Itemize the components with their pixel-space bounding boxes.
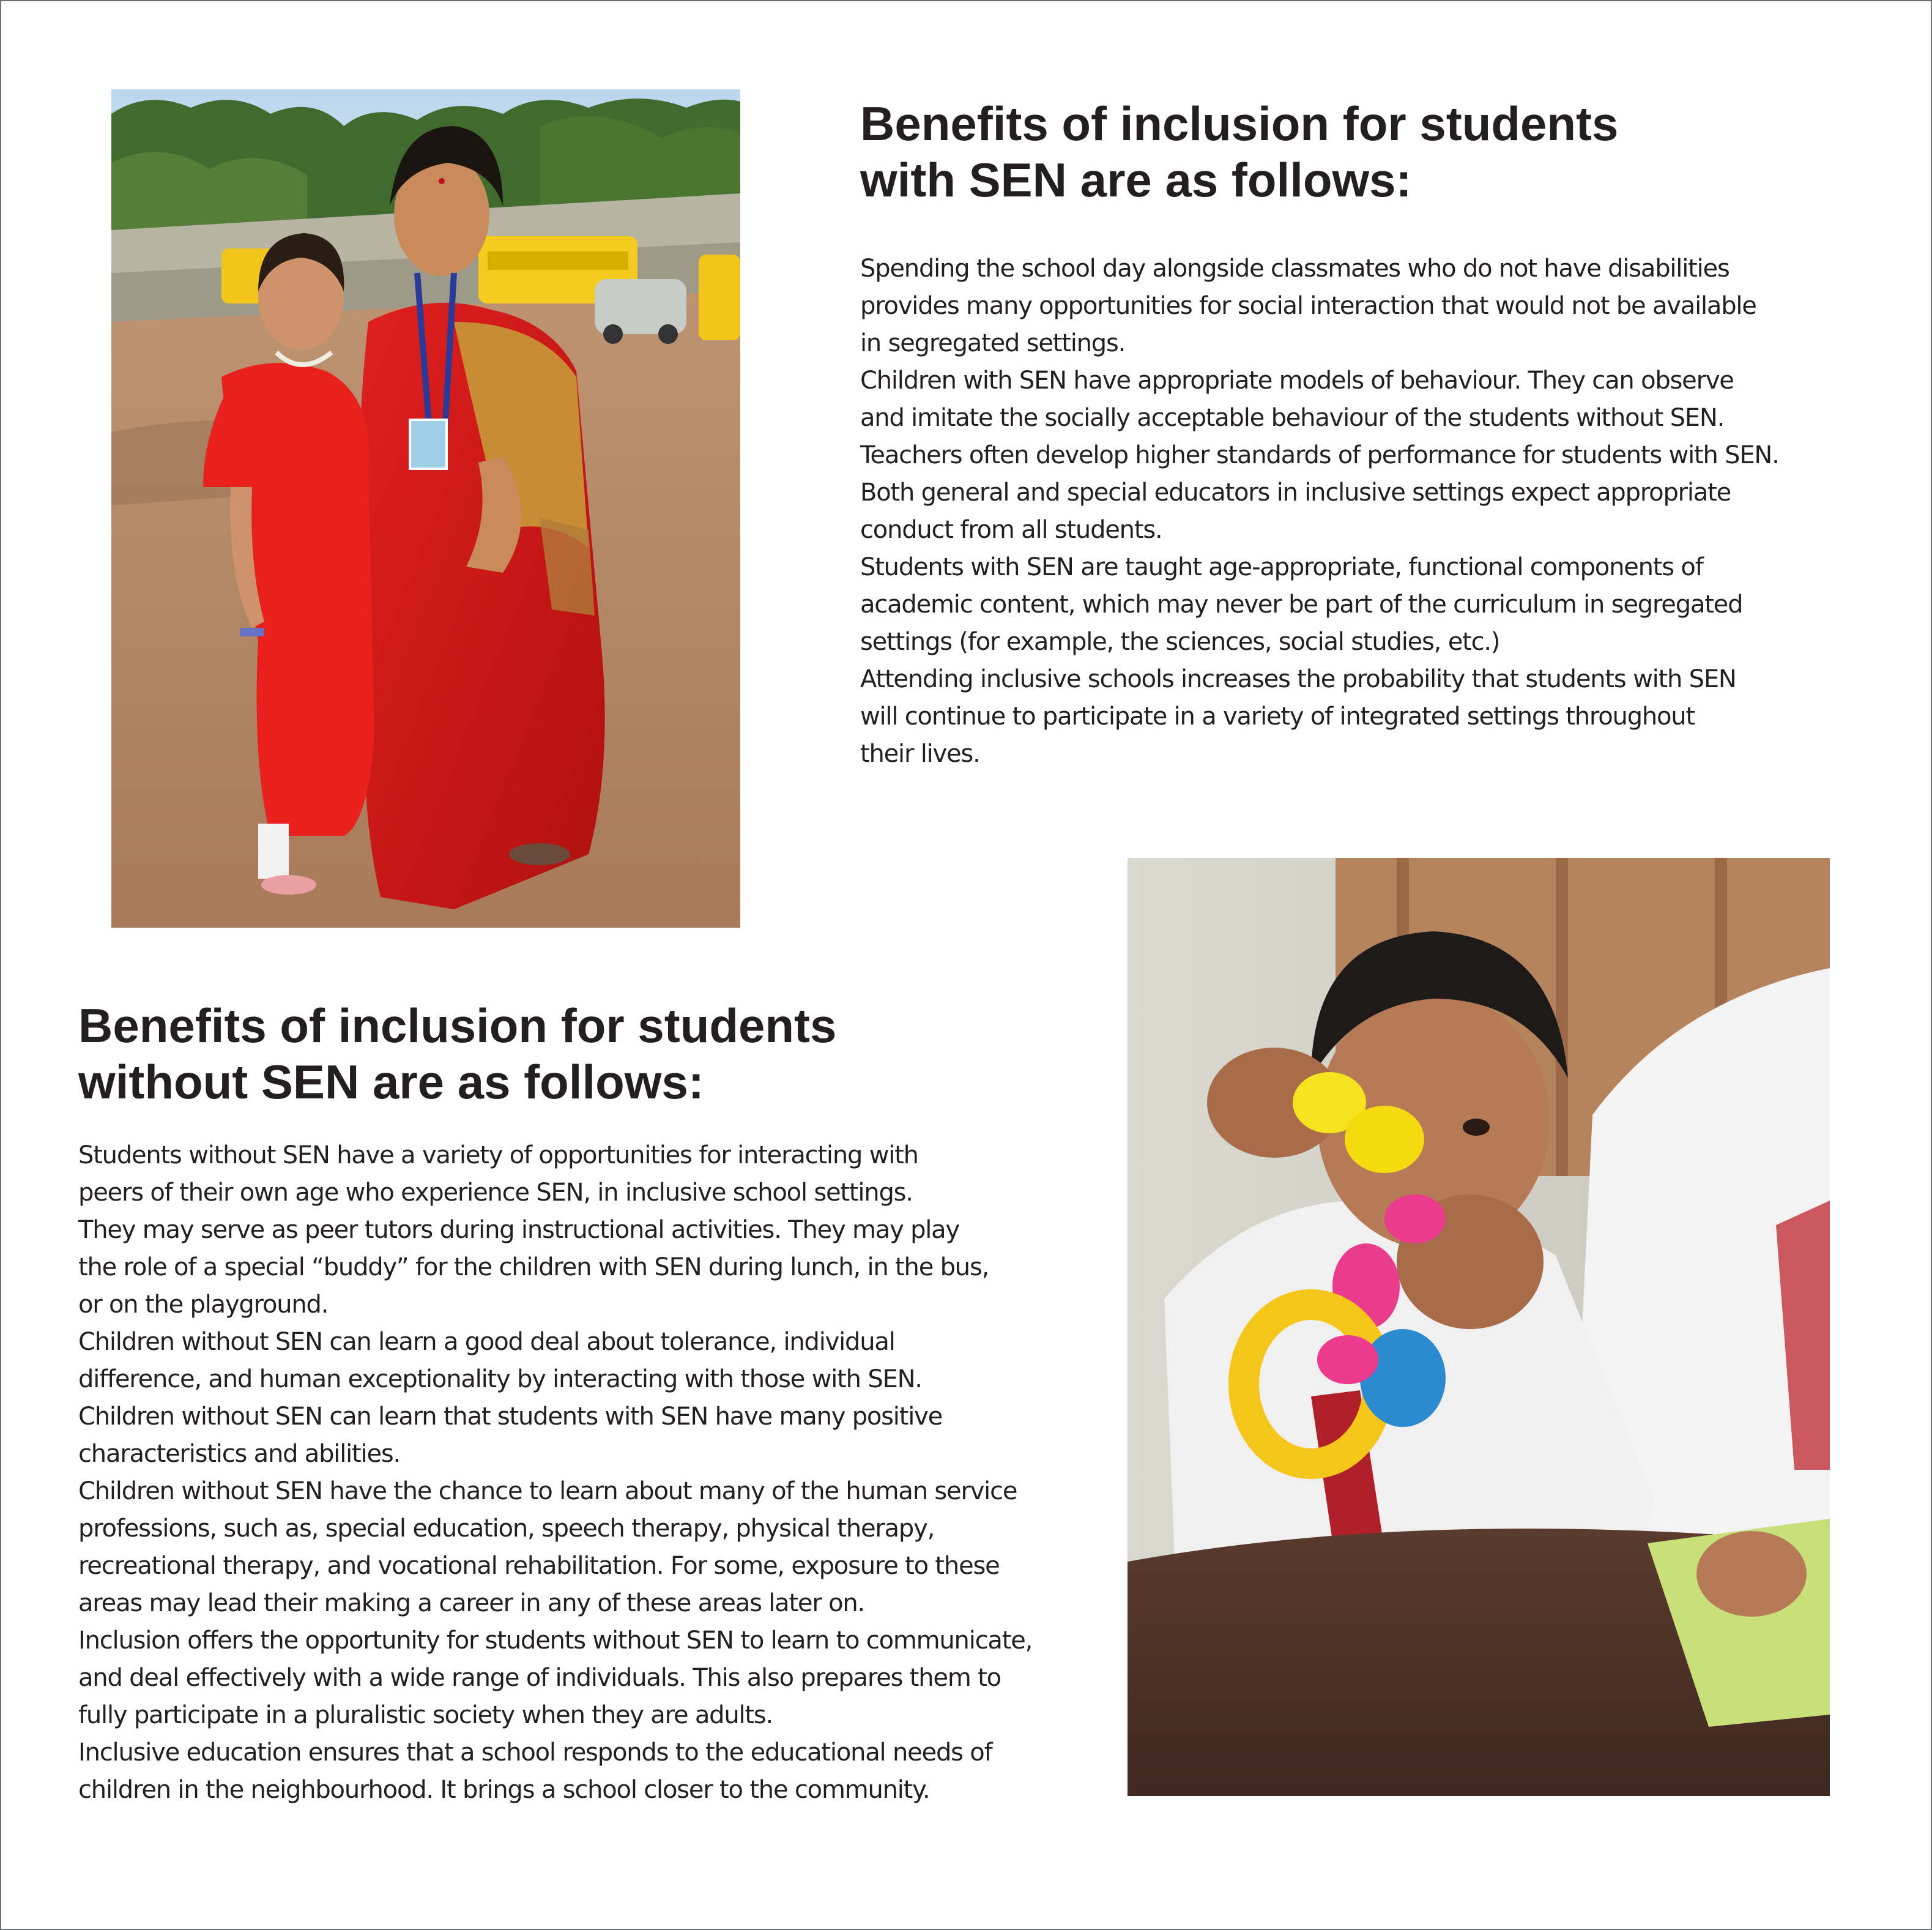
body-line: Students with SEN are taught age-appropriate, functional components of [860, 553, 1703, 581]
body-line: Children without SEN can learn that students with SEN have many positive [78, 1403, 942, 1431]
body-line: and deal effectively with a wide range of individuals. This also prepares them to [78, 1664, 1001, 1692]
body-line: peers of their own age who experience SEN, in inclusive school settings. [78, 1179, 913, 1207]
body-line: conduct from all students. [860, 516, 1162, 544]
body-line: in segregated settings. [860, 329, 1126, 357]
body-line: fully participate in a pluralistic society when they are adults. [78, 1701, 773, 1729]
body-line: their lives. [860, 740, 980, 768]
body-line: recreational therapy, and vocational rehabilitation. For some, exposure to these [78, 1552, 1000, 1580]
student-with-toy-photo [1128, 858, 1830, 1796]
heading-benefits-with-sen [860, 95, 1618, 208]
student-with-toy-photo-art [1128, 858, 1830, 1796]
heading-line: without SEN are as follows: [78, 1055, 704, 1109]
body-line: Children without SEN have the chance to learn about many of the human service [78, 1477, 1017, 1505]
body-line: Attending inclusive schools increases the probability that students with SEN [860, 665, 1736, 693]
heading-line: Benefits of inclusion for students [78, 999, 837, 1053]
body-line: Inclusion offers the opportunity for students without SEN to learn to communicate, [78, 1626, 1033, 1655]
body-line: the role of a special “buddy” for the children with SEN during lunch, in the bus, [78, 1253, 989, 1281]
body-line: will continue to participate in a variety of integrated settings throughout [860, 702, 1695, 731]
body-line: Inclusive education ensures that a school responds to the educational needs of [78, 1738, 992, 1767]
body-line: Teachers often develop higher standards of performance for students with SEN. [860, 441, 1779, 469]
body-line: Children without SEN can learn a good deal about tolerance, individual [78, 1328, 895, 1356]
body-line: settings (for example, the sciences, social studies, etc.) [860, 628, 1500, 656]
heading-line: Benefits of inclusion for students [860, 97, 1619, 151]
body-line: or on the playground. [78, 1291, 329, 1319]
body-line: characteristics and abilities. [78, 1440, 401, 1468]
body-line: Children with SEN have appropriate models of behaviour. They can observe [860, 367, 1734, 395]
body-line: provides many opportunities for social interaction that would not be available [860, 292, 1756, 320]
body-line: academic content, which may never be part of the curriculum in segregated [860, 591, 1743, 619]
body-benefits-without-sen [78, 1137, 1032, 1809]
body-line: Spending the school day alongside classmates who do not have disabilities [860, 255, 1730, 283]
body-line: areas may lead their making a career in any of these areas later on. [78, 1589, 865, 1617]
body-line: difference, and human exceptionality by interacting with those with SEN. [78, 1365, 922, 1393]
teacher-and-student-photo-art [111, 89, 740, 928]
body-benefits-with-sen [860, 250, 1779, 773]
body-line: Students without SEN have a variety of opportunities for interacting with [78, 1141, 918, 1169]
body-line: They may serve as peer tutors during instructional activities. They may play [78, 1216, 959, 1244]
body-line: Both general and special educators in inclusive settings expect appropriate [860, 479, 1731, 507]
body-line: and imitate the socially acceptable behaviour of the students without SEN. [860, 404, 1725, 432]
heading-line: with SEN are as follows: [860, 153, 1412, 207]
heading-benefits-without-sen [78, 997, 836, 1110]
body-line: professions, such as, special education, speech therapy, physical therapy, [78, 1515, 935, 1543]
body-line: children in the neighbourhood. It brings a school closer to the community. [78, 1776, 930, 1804]
teacher-and-student-photo [111, 89, 740, 928]
